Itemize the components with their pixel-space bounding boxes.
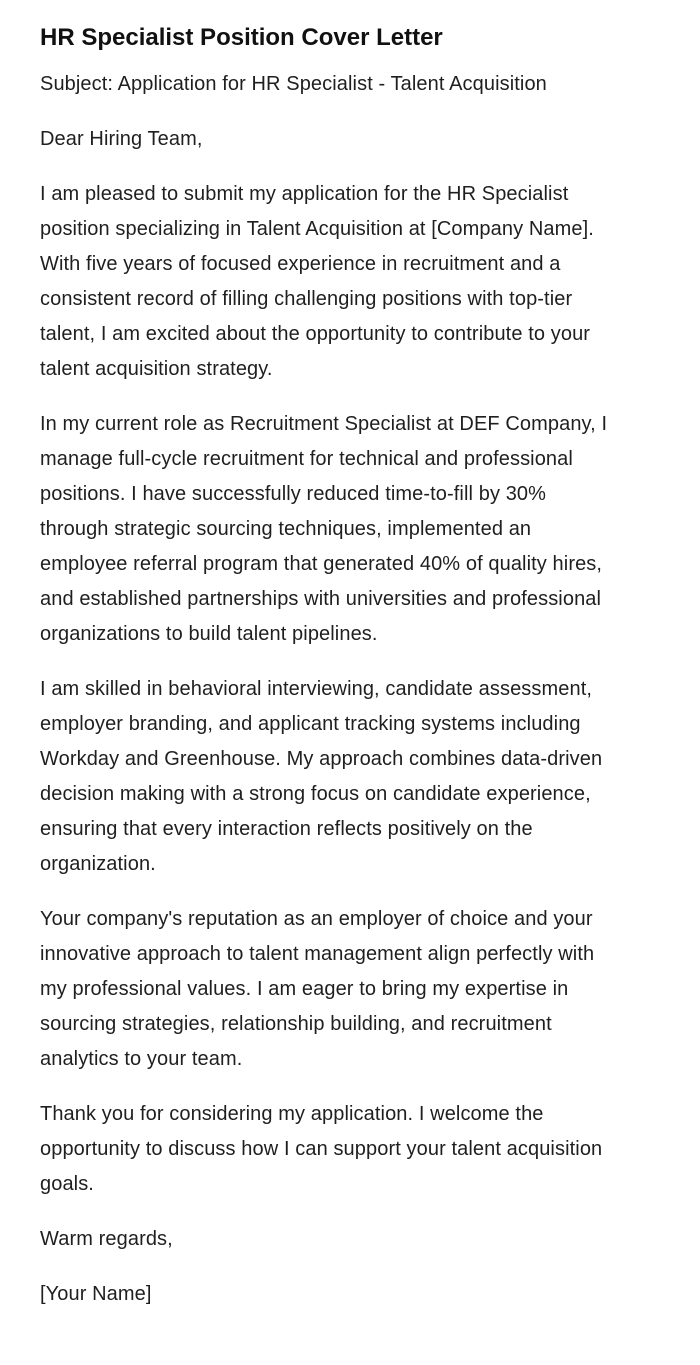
body-paragraph-3: I am skilled in behavioral interviewing, candidate assessment, employer branding, and applicant tracking systems including Workday and Greenhouse. My approach combines data-driven decision making with a strong focus on candidate experience, ensuring that every interaction reflects positively on the organization. bbox=[40, 678, 603, 875]
body-paragraph-4: Your company's reputation as an employer of choice and your innovative approach to talent management align perfectly with my professional values. I am eager to bring my expertise in sourcing strategies, relationship building, and recruitment analytics to your team. bbox=[40, 908, 595, 1070]
body-paragraph-5: Thank you for considering my application. I welcome the opportunity to discuss how I can support your talent acquisition goals. bbox=[40, 1103, 603, 1195]
closing: Warm regards, bbox=[40, 1228, 173, 1250]
signature-placeholder: [Your Name] bbox=[40, 1283, 152, 1305]
page-title: HR Specialist Position Cover Letter bbox=[40, 24, 443, 51]
subject-line: Subject: Application for HR Specialist - Talent Acquisition bbox=[40, 73, 547, 95]
salutation: Dear Hiring Team, bbox=[40, 128, 203, 150]
body-paragraph-2: In my current role as Recruitment Specialist at DEF Company, I manage full-cycle recruitment for technical and professional positions. I have successfully reduced time-to-fill by 30% through strategic sourcing techniques, implemented an employee referral program that generated 40% of quality hires, and established partnerships with universities and professional organizations to build talent pipelines. bbox=[40, 413, 608, 645]
body-paragraph-1: I am pleased to submit my application for the HR Specialist position specializing in Talent Acquisition at [Company Name]. With five years of focused experience in recruitment and a consistent record of filling challenging positions with top-tier talent, I am excited about the opportunity to contribute to your talent acquisition strategy. bbox=[40, 183, 594, 380]
